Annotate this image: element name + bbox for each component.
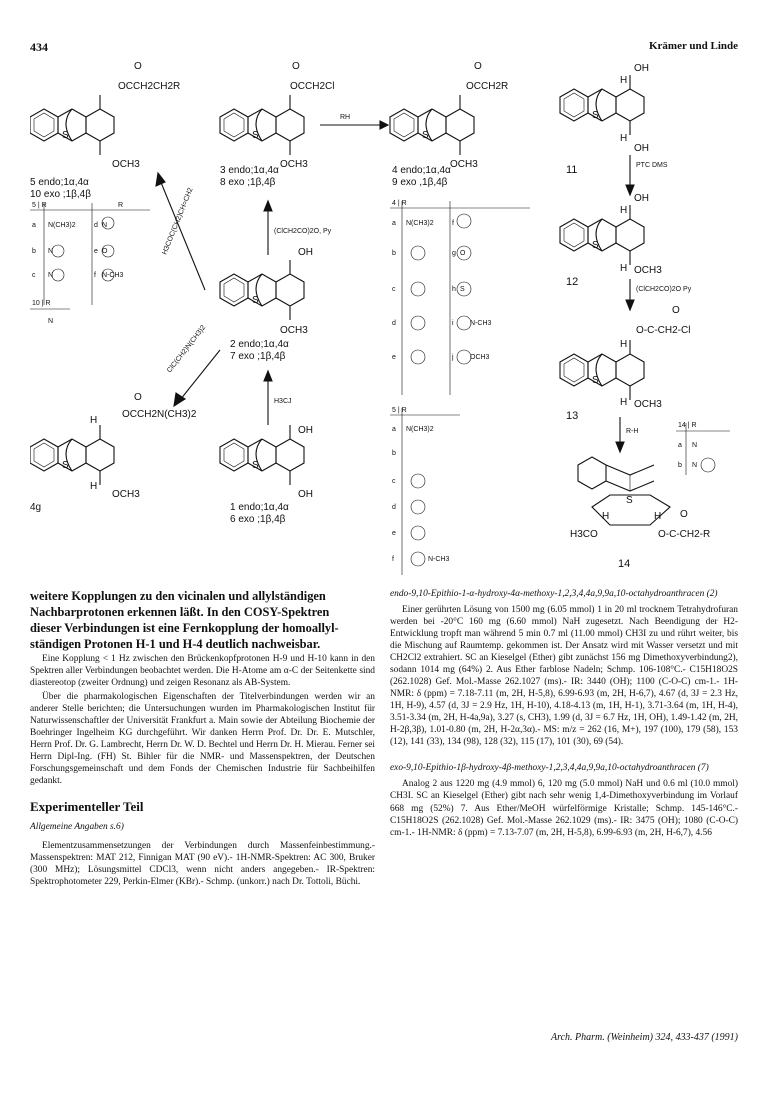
carbonyl-o-1: O	[134, 61, 142, 72]
svg-text:S: S	[252, 295, 259, 306]
svg-text:H: H	[620, 75, 628, 86]
svg-text:d: d	[94, 222, 98, 229]
svg-text:OH: OH	[298, 489, 313, 500]
svg-text:4 | R: 4 | R	[392, 200, 407, 207]
table-5	[30, 202, 150, 305]
left-column	[30, 588, 375, 890]
svg-text:N(CH3)2: N(CH3)2	[406, 220, 434, 227]
reaction-scheme	[30, 55, 742, 575]
svg-text:c: c	[392, 286, 396, 293]
svg-text:a: a	[392, 426, 396, 433]
svg-text:S: S	[592, 110, 599, 121]
label-cpd14: 14	[618, 558, 631, 570]
svg-text:H: H	[620, 133, 628, 144]
svg-text:g: g	[452, 250, 456, 257]
svg-text:OH: OH	[634, 143, 649, 154]
cpd14-right: O-C-CH2-R	[658, 529, 711, 540]
svg-text:N: N	[48, 272, 54, 279]
paragraph-general: Elementzusammensetzungen der Verbindungen durch Massenfeinbestimmung.- Massenspektren: MAT 212, Finnigan MAT (90 eV).- 1H-NMR-Spektren: AC 300, Bruker (300 MHz); Lösungsmittel CDCl3, wenn nicht anders angegeben.- IR-Spektren: Spektrophotometer 229, Perkin-Elmer (KBr).- Schmp. (unkorr.) nach Dr. Tottoli, Büchi.	[30, 840, 375, 887]
substituent-4: OCCH2R	[466, 81, 509, 92]
substituent-3: OCCH2Cl	[290, 81, 335, 92]
label-cpd6: 6 exo ;1β,4β	[230, 514, 286, 525]
svg-text:OCH3: OCH3	[470, 354, 490, 361]
compound-2-7	[220, 260, 304, 320]
bold-line: dieser Verbindungen ist eine Fernkopplung der homoallyl-	[30, 621, 339, 636]
compound-7-title: exo-9,10-Epithio-1β-hydroxy-4β-methoxy-1,2,3,4,4a,9,9a,10-octahydroanthracen (7)	[390, 763, 709, 774]
svg-text:c: c	[392, 478, 396, 485]
reagent-mei: H3CJ	[274, 398, 292, 405]
svg-text:S: S	[422, 130, 429, 141]
table-14	[676, 422, 730, 475]
label-cpd7: 7 exo ;1β,4β	[230, 351, 286, 362]
substituent-4g: OCCH2N(CH3)2	[122, 409, 197, 420]
svg-text:f: f	[94, 272, 96, 279]
svg-text:N: N	[102, 222, 108, 229]
svg-text:H: H	[602, 511, 610, 522]
svg-text:S: S	[592, 375, 599, 386]
label-cpd11: 11	[566, 164, 578, 176]
svg-text:i: i	[452, 320, 454, 327]
compound-12	[560, 205, 644, 265]
svg-text:N: N	[692, 442, 698, 449]
svg-text:O: O	[474, 61, 482, 72]
svg-text:S: S	[592, 240, 599, 251]
paragraph-coupling: Eine Kopplung < 1 Hz zwischen den Brückenkopfprotonen H-9 und H-10 kann in den Spektren aller Verbindungen beobachtet werden. Die H-Atome am α-C der Seitenkette sind diastereotop (zweiter Ordnung) und zeigen Resonanz als AB-System.	[30, 653, 375, 688]
svg-text:S: S	[252, 130, 259, 141]
svg-text:N-CH3: N-CH3	[428, 556, 450, 563]
reagent-diag1: H3COC(CH2)CH=CH2	[161, 186, 195, 256]
svg-text:f: f	[392, 556, 394, 563]
svg-text:c: c	[32, 272, 36, 279]
compound-2-title: endo-9,10-Epithio-1-α-hydroxy-4α-methoxy-1,2,3,4,4a,9,9a,10-octahydroanthracen (2)	[390, 589, 718, 599]
table-5b	[390, 407, 460, 575]
compound-1-6	[220, 425, 304, 485]
right-column	[390, 588, 738, 841]
svg-text:OCH3: OCH3	[280, 325, 308, 336]
svg-text:5 | R: 5 | R	[392, 407, 407, 414]
svg-text:14 | R: 14 | R	[678, 422, 697, 429]
svg-text:OH: OH	[298, 425, 313, 436]
label-cpd12: 12	[566, 276, 579, 288]
svg-text:a: a	[32, 222, 36, 229]
substituent-13: O-C-CH2-Cl	[636, 325, 691, 336]
svg-text:H: H	[654, 511, 662, 522]
svg-text:OH: OH	[298, 247, 313, 258]
svg-text:S: S	[626, 495, 633, 506]
svg-text:d: d	[392, 504, 396, 511]
svg-text:e: e	[392, 354, 396, 361]
svg-text:OCH3: OCH3	[112, 489, 140, 500]
svg-text:O: O	[134, 392, 142, 403]
svg-text:N: N	[48, 318, 54, 325]
ring-s-1: S	[62, 130, 69, 141]
svg-text:OCH3: OCH3	[634, 399, 662, 410]
cpd14-left: H3CO	[570, 529, 598, 540]
svg-text:OCH3: OCH3	[280, 159, 308, 170]
ome-1: OCH3	[112, 159, 140, 170]
svg-text:H: H	[620, 339, 628, 350]
label-cpd13: 13	[566, 410, 579, 422]
svg-text:j: j	[452, 354, 454, 361]
reagent-anhydride2: (ClCH2CO)2O Py	[636, 286, 692, 293]
svg-text:S: S	[460, 286, 465, 293]
page-number: 434	[30, 40, 48, 54]
svg-text:N-CH3: N-CH3	[470, 320, 492, 327]
svg-text:R: R	[118, 202, 124, 209]
svg-text:O: O	[672, 305, 680, 316]
reagent-ptc: PTC DMS	[636, 162, 668, 169]
svg-text:OH: OH	[634, 63, 649, 74]
svg-text:a: a	[678, 442, 682, 449]
label-cpd1: 1 endo;1α,4α	[230, 502, 289, 513]
label-cpd3: 3 endo;1α,4α	[220, 165, 279, 176]
svg-text:10 | R: 10 | R	[32, 300, 51, 307]
label-cpd4g: 4g	[30, 502, 42, 513]
svg-text:H: H	[620, 205, 628, 216]
svg-text:S: S	[252, 460, 259, 471]
compound-5-10	[30, 95, 114, 155]
label-cpd10: 10 exo ;1β,4β	[30, 189, 91, 200]
svg-text:N(CH3)2: N(CH3)2	[406, 426, 434, 433]
svg-text:a: a	[392, 220, 396, 227]
svg-text:N(CH3)2: N(CH3)2	[48, 222, 76, 229]
bold-line: ständigen Protonen H-1 und H-4 deutlich nachweisbar.	[30, 637, 321, 652]
svg-text:O: O	[292, 61, 300, 72]
substituent-5: OCCH2CH2R	[118, 81, 181, 92]
svg-text:b: b	[392, 250, 396, 257]
label-cpd5: 5 endo;1α,4α	[30, 177, 89, 188]
reagent-rh2: R-H	[626, 428, 639, 435]
svg-text:O: O	[680, 509, 688, 520]
bold-paragraph	[30, 588, 375, 653]
svg-text:H: H	[90, 481, 98, 492]
svg-text:H: H	[620, 263, 628, 274]
svg-text:N: N	[692, 462, 698, 469]
bold-line: Nachbarprotonen erkennen läßt. In den COSY-Spektren	[30, 605, 330, 620]
svg-text:O: O	[102, 248, 108, 255]
label-cpd4: 4 endo;1α,4α	[392, 165, 451, 176]
svg-text:N-CH3: N-CH3	[102, 272, 124, 279]
svg-text:O: O	[460, 250, 466, 257]
reagent-anhydride: (ClCH2CO)2O, Py	[274, 228, 332, 235]
subsection-title: Allgemeine Angaben s.6)	[30, 822, 124, 833]
svg-text:b: b	[392, 450, 396, 457]
svg-text:OCH3: OCH3	[634, 265, 662, 276]
compound-4g	[30, 425, 114, 485]
svg-text:OH: OH	[634, 193, 649, 204]
section-title: Experimenteller Teil	[30, 798, 144, 814]
label-cpd2: 2 endo;1α,4α	[230, 339, 289, 350]
svg-text:b: b	[678, 462, 682, 469]
label-cpd9: 9 exo ,1β,4β	[392, 177, 448, 188]
svg-text:d: d	[392, 320, 396, 327]
label-cpd8: 8 exo ;1β,4β	[220, 177, 276, 188]
bold-line: weitere Kopplungen zu den vicinalen und allylständigen	[30, 589, 326, 603]
svg-text:S: S	[62, 460, 69, 471]
svg-text:H: H	[620, 397, 628, 408]
running-title: Krämer und Linde	[648, 40, 738, 52]
reagent-diag2: ClC(CH2)N(CH3)2	[166, 324, 208, 375]
paragraph-acknowledgement: Über die pharmakologischen Eigenschaften der Titelverbindungen werden wir an anderer Stelle berichten; die Untersuchungen wurden im Pharmakologischen Institut für Naturwissenschaftler der Universität Frankfurt a. Main sowie der Abteilung Biochemie der Boehringer Ingelheim KG durchgeführt. Wir danken Herrn Prof. Dr. Dr. E. Mutschler, Herrn Prof. Dr. G. Lambrecht, Herrn Dr. W. D. Bechtel und Herrn Dr. H. Mierau. Ferner sei Herrn Dipl-Ing. (FH) St. Bihler für die NMR- und Massenspektren, der Deutschen Forschungsgemeinschaft und dem Fonds der Chemischen Industrie für Sachbeihilfen gedankt.	[30, 691, 375, 786]
table-10	[30, 300, 70, 325]
compound-13	[560, 340, 644, 400]
compound-2-procedure: Einer gerührten Lösung von 1500 mg (6.05 mmol) 1 in 20 ml trocknem Tetrahydrofuran werden bei -20°C 160 mg (6.60 mmol) NaH zugesetzt. Nach Beendigung der H2-Entwicklung tropft man während 5 min 0.7 ml (11.00 mmol) CH3I zu und rührt weiter, bis die Mischung auf Raumtemp. gekommen ist. Der Ansatz wird mit Wasser versetzt und mit CH2Cl2 extrahiert. SC an Kieselgel (Ether) gibt zunächst 156 mg Dimethoxyverbindung2), sodann 1014 mg (64%) 2. Aus Ether farblose Nadeln; Schmp. 106-108°C.- C15H18O2S (262.1028) Gef. Mol.-Masse 262.1027 (ms).- IR: 3440 (OH); 1100 (C-O-C) cm-1.- 1H-NMR: δ (ppm) = 7.18-7.11 (m, 2H, H-5,8), 6.99-6.93 (m, 2H, H-6,7), 4.67 (d, 3J = 2.3 Hz, 1H, H-9), 4.57 (d, 3J = 2.9 Hz, 1H, H-10), 4.18-4.13 (m, 1H, H-1), 3.71-3.64 (m, 1H, H-4), 3.51-3.34 (m, 2H, H-4a,9a), 3.27 (s, CH3), 1.99 (d, 3J = 6.7 Hz, 1H, OH), 1.49-1.42 (m, 2H, H-2β,3β), 1.01-0.80 (m, 2H, H-2α,3α).- MS: m/z = 262 (16, M+), 197 (100), 179 (58), 153 (12), 141 (33), 134 (98), 128 (32), 115 (17), 101 (30), 69 (54).	[390, 605, 738, 748]
table-4	[390, 200, 530, 395]
svg-text:H: H	[90, 415, 98, 426]
compound-3-8	[220, 95, 304, 155]
svg-text:f: f	[452, 220, 454, 227]
reagent-rh: RH	[340, 114, 351, 121]
compound-11	[560, 75, 644, 135]
svg-text:5 | R: 5 | R	[32, 202, 47, 209]
svg-text:h: h	[452, 286, 456, 293]
svg-text:N: N	[48, 248, 54, 255]
svg-text:b: b	[32, 248, 36, 255]
compound-7-procedure: Analog 2 aus 1220 mg (4.9 mmol) 6, 120 mg (5.0 mmol) NaH und 0.6 ml (10.0 mmol) CH3I. SC an Kieselgel (Ether) gibt nach sehr wenig 1,4-Dimethoxyverbindung im Vorlauf 668 mg (52%) 7. Aus Ether/MeOH würfelförmige Kristalle; Schmp. 145-146°C.- C15H18O2S (262.1028) Gef. Mol.-Masse 262.1029 (ms).- IR: 3475 (OH); 1080 (C-O-C) cm-1.- 1H-NMR: δ (ppm) = 7.13-7.07 (m, 2H, H-5,8), 6.99-6.93 (m, 2H, H-6,7), 4.56	[390, 779, 738, 838]
svg-text:OCH3: OCH3	[450, 159, 478, 170]
journal-citation: Arch. Pharm. (Weinheim) 324, 433-437 (1991)	[550, 1032, 738, 1043]
svg-text:e: e	[94, 248, 98, 255]
compound-4-9	[390, 95, 474, 155]
svg-text:e: e	[392, 530, 396, 537]
